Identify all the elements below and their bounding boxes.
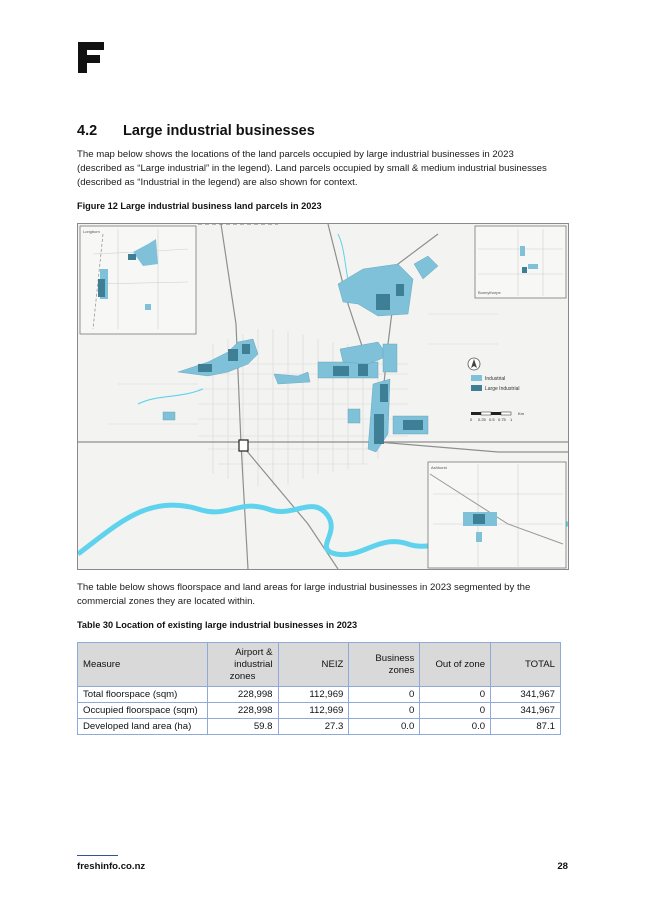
intro-line: (described as “Industrial in the legend) are also shown for context. xyxy=(77,177,358,188)
cell-measure: Occupied floorspace (sqm) xyxy=(78,703,208,719)
header-business xyxy=(349,643,420,687)
legend-industrial-label: Industrial xyxy=(485,376,506,382)
inset-top-right xyxy=(475,226,566,298)
inset-bottom-right xyxy=(428,462,566,568)
cell-total: 341,967 xyxy=(491,687,561,703)
cell-out: 0 xyxy=(420,687,491,703)
cell-neiz: 27.3 xyxy=(278,719,349,735)
inset-label-top-left: Longburn xyxy=(83,229,100,234)
cell-airport: 228,998 xyxy=(207,703,278,719)
cell-airport: 228,998 xyxy=(207,687,278,703)
scale-unit: Km xyxy=(518,411,524,416)
industrial-parcels-map xyxy=(77,223,569,570)
header-airport xyxy=(207,643,278,687)
brand-logo xyxy=(78,42,104,73)
table-intro-line: commercial zones they are located within. xyxy=(77,596,256,607)
inset-top-left xyxy=(80,226,196,334)
header-airport-line: Airport & xyxy=(235,646,273,658)
header-airport-line: zones xyxy=(229,670,256,682)
header-neiz: NEIZ xyxy=(278,643,349,687)
intro-line: (described as “Large industrial” in the legend). Land parcels occupied by small & medium industrial businesses xyxy=(77,163,547,174)
table-row xyxy=(78,687,561,703)
table-row xyxy=(78,703,561,719)
table-header-row xyxy=(78,643,561,687)
legend-large-industrial-label: Large Industrial xyxy=(485,386,520,392)
section-number: 4.2 xyxy=(77,123,98,139)
cell-business: 0 xyxy=(349,687,420,703)
scale-tick: 0.25 xyxy=(478,417,486,422)
header-business-line: Business xyxy=(375,652,415,664)
cell-out: 0 xyxy=(420,703,491,719)
header-total: TOTAL xyxy=(491,643,561,687)
scale-tick: 0.75 xyxy=(498,417,506,422)
header-airport-line: industrial xyxy=(234,658,273,670)
page-number: 28 xyxy=(557,861,568,872)
cell-total: 87.1 xyxy=(491,719,561,735)
inset-label-bottom-right: Ashhurst xyxy=(431,465,447,470)
inset-label-top-right: Bunnythorpe xyxy=(478,290,501,295)
table-intro-line: The table below shows floorspace and land areas for large industrial businesses in 2023 segmented by the xyxy=(77,582,531,593)
table-intro-paragraph xyxy=(77,581,577,609)
header-out-of-zone: Out of zone xyxy=(420,643,491,687)
cell-total: 341,967 xyxy=(491,703,561,719)
cell-neiz: 112,969 xyxy=(278,687,349,703)
header-measure: Measure xyxy=(78,643,208,687)
header-business-line: zones xyxy=(388,664,415,676)
section-title: Large industrial businesses xyxy=(123,123,315,139)
scale-tick: 0 xyxy=(470,417,473,422)
intro-line: The map below shows the locations of the land parcels occupied by large industrial businesses in 2023 xyxy=(77,149,514,160)
cell-measure: Total floorspace (sqm) xyxy=(78,687,208,703)
cell-business: 0.0 xyxy=(349,719,420,735)
section-heading xyxy=(77,123,315,139)
large-industrial-table xyxy=(77,642,561,735)
cell-airport: 59.8 xyxy=(207,719,278,735)
intro-paragraph xyxy=(77,148,577,190)
cell-business: 0 xyxy=(349,703,420,719)
footer-rule xyxy=(77,855,118,856)
cell-out: 0.0 xyxy=(420,719,491,735)
cell-measure: Developed land area (ha) xyxy=(78,719,208,735)
table-row xyxy=(78,719,561,735)
footer-website-link[interactable]: freshinfo.co.nz xyxy=(77,861,146,872)
cell-neiz: 112,969 xyxy=(278,703,349,719)
scale-tick: 1 xyxy=(510,417,513,422)
figure-caption: Figure 12 Large industrial business land parcels in 2023 xyxy=(77,201,322,211)
table-caption: Table 30 Location of existing large industrial businesses in 2023 xyxy=(77,620,358,630)
scale-tick: 0.5 xyxy=(489,417,495,422)
